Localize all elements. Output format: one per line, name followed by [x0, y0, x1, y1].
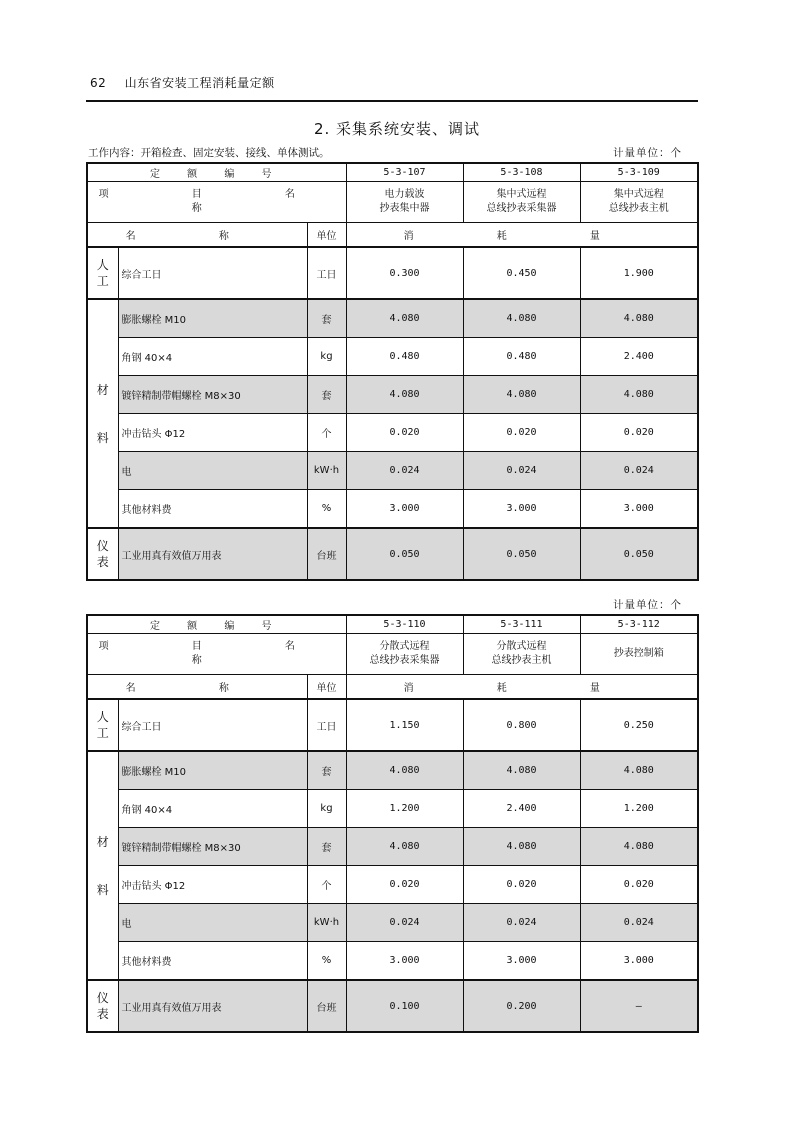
item-name: 集中式远程 总线抄表主机: [580, 182, 698, 223]
value-cell: 3.000: [580, 942, 698, 981]
header-rule: [86, 100, 698, 102]
resource-unit: %: [307, 942, 346, 981]
resource-name: 工业用真有效值万用表: [118, 528, 307, 580]
value-cell: 0.480: [463, 338, 580, 376]
resource-unit: kg: [307, 790, 346, 828]
value-cell: 0.250: [580, 699, 698, 751]
value-cell: 1.900: [580, 247, 698, 299]
resource-name: 综合工日: [118, 699, 307, 751]
value-cell: 0.024: [580, 452, 698, 490]
resource-name: 膨胀螺栓 M10: [118, 299, 307, 338]
measurement-unit: 计量单位：个: [613, 599, 682, 611]
value-cell: 4.080: [463, 299, 580, 338]
measurement-unit: 计量单位：个: [613, 147, 682, 159]
resource-unit: %: [307, 490, 346, 529]
unit-header: 单位: [307, 223, 346, 248]
value-cell: 0.480: [346, 338, 463, 376]
resource-name: 电: [118, 904, 307, 942]
consumption-header: 消 耗 量: [346, 675, 698, 700]
section-title: 2. 采集系统安装、调试: [313, 120, 481, 138]
resource-name: 镀锌精制带帽螺栓 M8×30: [118, 376, 307, 414]
category-labor: 人 工: [87, 247, 118, 299]
quota-code: 5-3-109: [580, 163, 698, 182]
running-header: [90, 74, 275, 91]
value-cell: 4.080: [346, 828, 463, 866]
item-name: 分散式远程 总线抄表主机: [463, 634, 580, 675]
value-cell: 3.000: [346, 942, 463, 981]
resource-unit: 台班: [307, 528, 346, 580]
value-cell: 0.050: [580, 528, 698, 580]
resource-unit: kg: [307, 338, 346, 376]
quota-code: 5-3-108: [463, 163, 580, 182]
category-material: 材 料: [87, 299, 118, 528]
resource-name: 其他材料费: [118, 942, 307, 981]
value-cell: 0.100: [346, 980, 463, 1032]
value-cell: 4.080: [580, 299, 698, 338]
quota-code: 5-3-111: [463, 615, 580, 634]
resource-name: 冲击钻头 Φ12: [118, 866, 307, 904]
resource-unit: 套: [307, 828, 346, 866]
value-cell: 3.000: [346, 490, 463, 529]
page-number: 62: [90, 76, 107, 90]
value-cell: 2.400: [580, 338, 698, 376]
quota-code: 5-3-112: [580, 615, 698, 634]
item-name: 分散式远程 总线抄表采集器: [346, 634, 463, 675]
value-cell: 0.024: [463, 904, 580, 942]
work-content: 工作内容：开箱检查、固定安装、接线、单体测试。: [88, 147, 330, 159]
value-cell: 4.080: [463, 828, 580, 866]
resource-unit: 套: [307, 751, 346, 790]
resource-name: 电: [118, 452, 307, 490]
quota-table: [86, 162, 699, 581]
resource-unit: 个: [307, 866, 346, 904]
quota-code-label: 定 额 编 号: [87, 163, 346, 182]
value-cell: 4.080: [346, 299, 463, 338]
value-cell: 1.200: [346, 790, 463, 828]
resource-unit: kW·h: [307, 904, 346, 942]
value-cell: 0.450: [463, 247, 580, 299]
value-cell: 0.020: [580, 866, 698, 904]
value-cell: 0.020: [346, 866, 463, 904]
value-cell: 0.800: [463, 699, 580, 751]
resource-unit: kW·h: [307, 452, 346, 490]
value-cell: 3.000: [580, 490, 698, 529]
value-cell: 3.000: [463, 942, 580, 981]
quota-table: [86, 614, 699, 1033]
value-cell: 0.024: [580, 904, 698, 942]
item-name-label: 项 目 名 称: [87, 182, 346, 223]
value-cell: 4.080: [580, 828, 698, 866]
value-cell: 0.050: [463, 528, 580, 580]
value-cell: 1.150: [346, 699, 463, 751]
quota-code-label: 定 额 编 号: [87, 615, 346, 634]
value-cell: 0.024: [346, 904, 463, 942]
resource-unit: 台班: [307, 980, 346, 1032]
item-name: 抄表控制箱: [580, 634, 698, 675]
name-header: 名 称: [87, 675, 307, 700]
resource-name: 镀锌精制带帽螺栓 M8×30: [118, 828, 307, 866]
resource-unit: 套: [307, 376, 346, 414]
value-cell: —: [580, 980, 698, 1032]
resource-unit: 工日: [307, 699, 346, 751]
item-name: 电力载波 抄表集中器: [346, 182, 463, 223]
category-labor: 人 工: [87, 699, 118, 751]
item-name: 集中式远程 总线抄表采集器: [463, 182, 580, 223]
value-cell: 2.400: [463, 790, 580, 828]
resource-unit: 套: [307, 299, 346, 338]
value-cell: 4.080: [346, 376, 463, 414]
resource-unit: 个: [307, 414, 346, 452]
category-instrument: 仪 表: [87, 980, 118, 1032]
resource-name: 角钢 40×4: [118, 790, 307, 828]
value-cell: 0.300: [346, 247, 463, 299]
value-cell: 0.024: [346, 452, 463, 490]
consumption-header: 消 耗 量: [346, 223, 698, 248]
category-instrument: 仪 表: [87, 528, 118, 580]
value-cell: 4.080: [463, 751, 580, 790]
unit-header: 单位: [307, 675, 346, 700]
resource-name: 角钢 40×4: [118, 338, 307, 376]
value-cell: 0.024: [463, 452, 580, 490]
resource-name: 工业用真有效值万用表: [118, 980, 307, 1032]
value-cell: 4.080: [346, 751, 463, 790]
category-material: 材 料: [87, 751, 118, 980]
item-name-label: 项 目 名 称: [87, 634, 346, 675]
quota-code: 5-3-110: [346, 615, 463, 634]
value-cell: 4.080: [580, 376, 698, 414]
value-cell: 3.000: [463, 490, 580, 529]
value-cell: 0.020: [463, 866, 580, 904]
quota-code: 5-3-107: [346, 163, 463, 182]
resource-name: 冲击钻头 Φ12: [118, 414, 307, 452]
value-cell: 1.200: [580, 790, 698, 828]
resource-name: 膨胀螺栓 M10: [118, 751, 307, 790]
resource-name: 其他材料费: [118, 490, 307, 529]
value-cell: 0.050: [346, 528, 463, 580]
value-cell: 0.020: [346, 414, 463, 452]
value-cell: 0.020: [580, 414, 698, 452]
resource-unit: 工日: [307, 247, 346, 299]
value-cell: 4.080: [463, 376, 580, 414]
value-cell: 4.080: [580, 751, 698, 790]
resource-name: 综合工日: [118, 247, 307, 299]
name-header: 名 称: [87, 223, 307, 248]
book-title: 山东省安装工程消耗量定额: [124, 76, 275, 90]
value-cell: 0.020: [463, 414, 580, 452]
value-cell: 0.200: [463, 980, 580, 1032]
